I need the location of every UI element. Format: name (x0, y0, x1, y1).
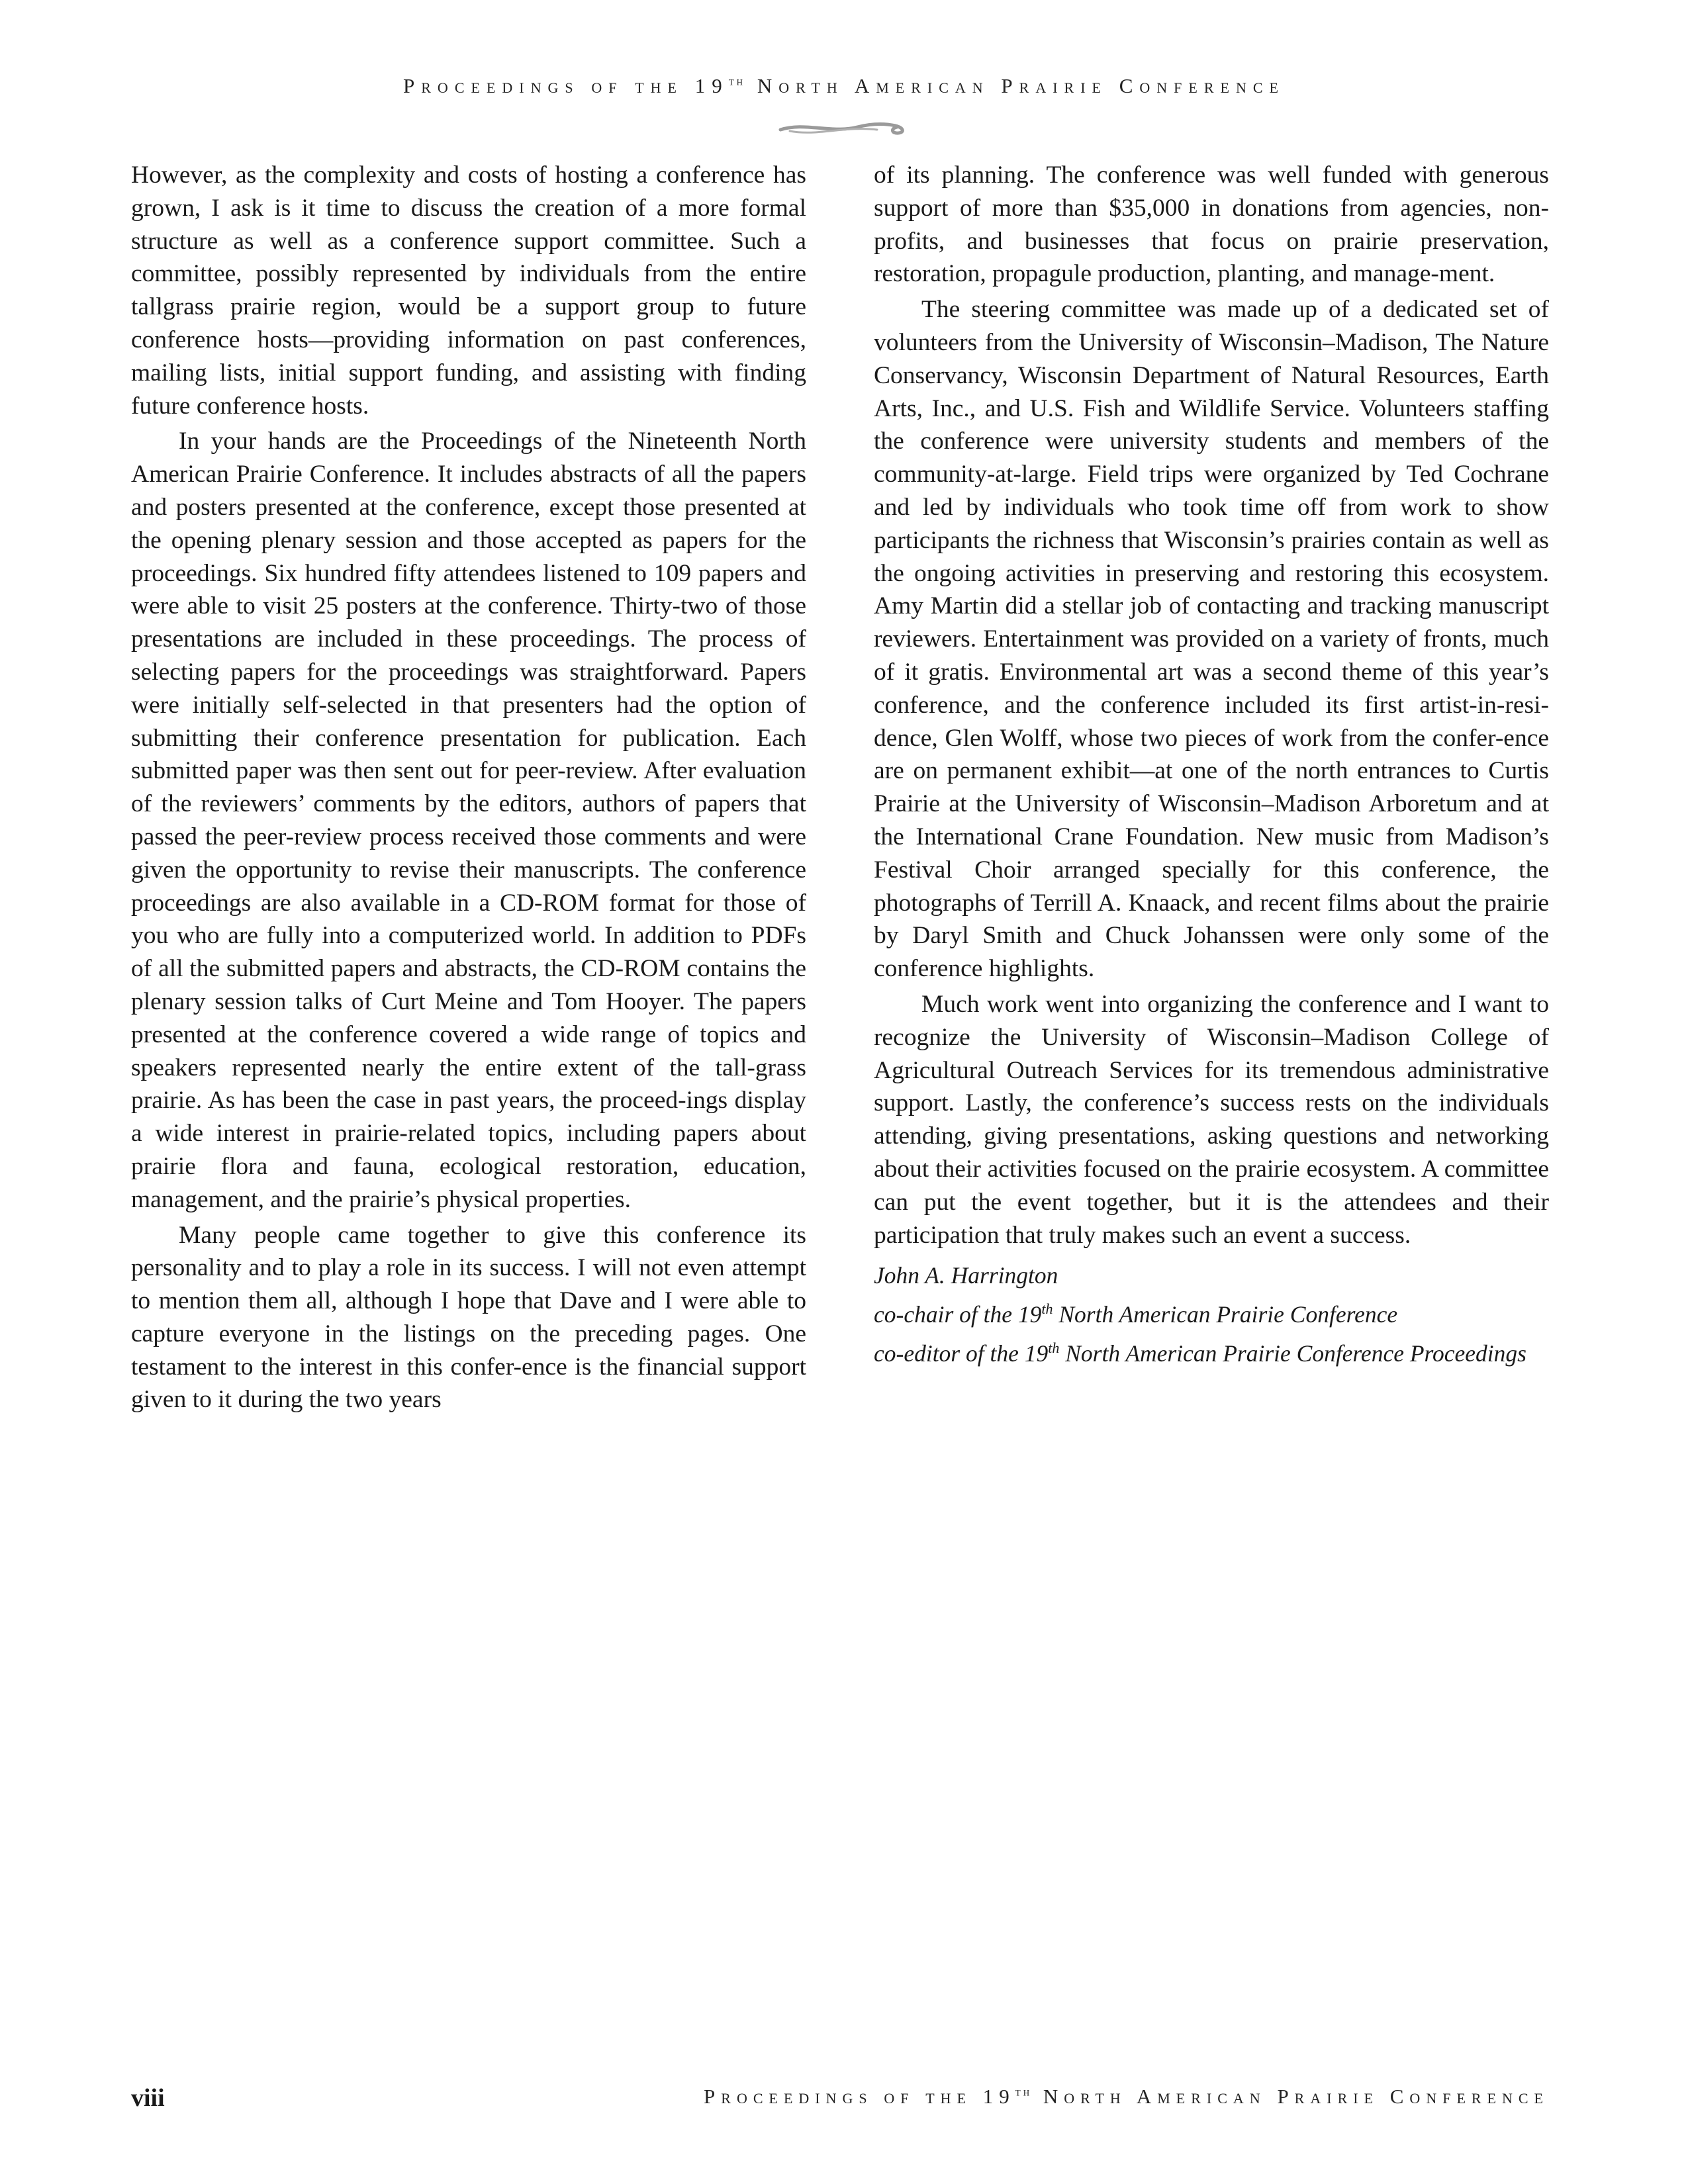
paragraph: of its planning. The conference was well funded with generous support of more than $35,000 in donations from agencies, non-profits, and businesses that focus on prairie preservation, restoration, propagule production, planting, and manage-ment. (874, 161, 1549, 288)
paragraph: In your hands are the Proceedings of the Nineteenth North American Prairie Conference. It includes abstracts of all the papers and posters presented at the conference, except those presented at the opening plenary session and those accepted as papers for the proceedings. Six hundred fifty attendees listened to 109 papers and were able to visit 25 posters at the conference. Thirty-two of those presentations are included in these proceedings. The process of selecting papers for the proceedings was straightforward. Papers were initially self-selected in that presenters had the option of submitting their conference presentation for publication. Each submitted paper was then sent out for peer-review. After evaluation of the reviewers’ comments by the editors, authors of papers that passed the peer-review process received those comments and were given the opportunity to revise their manuscripts. The conference proceedings are also available in a CD-ROM format for those of you who are fully into a computerized world. In addition to PDFs of all the submitted papers and abstracts, the CD-ROM contains the plenary session talks of Curt Meine and Tom Hooyer. The papers presented at the conference covered a wide range of topics and speakers represented nearly the entire extent of the tall-grass prairie. As has been the case in past years, the proceed-ings display a wide interest in prairie-related topics, including papers about prairie flora and fauna, ecological restoration, education, management, and the prairie’s physical properties. (131, 428, 806, 1213)
running-head-post: North American Prairie Conference (745, 74, 1285, 97)
signature-text: co-editor of the 19 (874, 1340, 1049, 1367)
paragraph: Much work went into organizing the conference and I want to recognize the University of Wisconsin–Madison College of Agricultural Outreach Services for its tremendous administrative support. Lastly, the conference’s success rests on the individuals attending, giving presentations, asking questions and networking about their activities focused on the prairie ecosystem. A committee can put the event together, but it is the attendees and their participation that truly makes such an event a success. (874, 990, 1549, 1249)
running-foot (704, 2085, 1549, 2109)
paragraph: The steering committee was made up of a dedicated set of volunteers from the University of Wisconsin–Madison, The Nature Conservancy, Wisconsin Department of Natural Resources, Earth Arts, Inc., and U.S. Fish and Wildlife Service. Volunteers staffing the conference were university students and members of the community-at-large. Field trips were organized by Ted Cochrane and led by individuals who took time off from work to show participants the richness that Wisconsin’s prairies contain as well as the ongoing activities in preserving and restoring this ecosystem. Amy Martin did a stellar job of contacting and tracking manuscript reviewers. Entertainment was provided on a variety of fronts, much of it gratis. Environmental art was a second theme of this year’s conference, and the conference included its first artist-in-resi-dence, Glen Wolff, whose two pieces of work from the confer-ence are on permanent exhibit—at one of the north entrances to Curtis Prairie at the University of Wisconsin–Madison Arboretum and at the International Crane Foundation. New music from Madison’s Festival Choir arranged specially for this conference, the photographs of Terrill A. Knaack, and recent films about the prairie by Daryl Smith and Chuck Johanssen were only some of the conference highlights. (874, 296, 1549, 983)
paragraph: Many people came together to give this conference its personality and to play a role in its success. I will not even attempt to mention them all, although I hope that Dave and I were able to capture everyone in the listings on the preceding pages. One testament to the interest in this confer-ence is the financial support given to it during the two years (131, 1221, 806, 1414)
right-column (874, 159, 1549, 1370)
signature-text: North American Prairie Conference (1053, 1300, 1398, 1328)
running-head (0, 74, 1688, 98)
signature-line-coeditor (874, 1332, 1549, 1371)
flourish-icon (778, 116, 910, 139)
left-column (131, 159, 806, 1419)
signature-name: John A. Harrington (874, 1262, 1058, 1289)
running-foot-sup: th (1015, 2085, 1033, 2099)
signature-block (874, 1259, 1549, 1370)
signature-text: co-chair of the 19 (874, 1300, 1042, 1328)
signature-line-cochair (874, 1293, 1549, 1332)
signature-text: North American Prairie Conference Proceedings (1059, 1340, 1526, 1367)
signature-sup: th (1041, 1300, 1053, 1318)
page-number: viii (131, 2084, 165, 2112)
running-foot-post: North American Prairie Conference (1032, 2085, 1549, 2108)
paragraph: However, as the complexity and costs of hosting a conference has grown, I ask is it time to discuss the creation of a more formal structure as well as a conference support committee. Such a committee, possibly represented by individuals from the entire tallgrass prairie region, would be a support group to future conference hosts—providing information on past conferences, mailing lists, initial support funding, and assisting with finding future conference hosts. (131, 161, 806, 420)
running-foot-pre: Proceedings of the 19 (704, 2085, 1015, 2108)
running-head-sup: th (728, 74, 746, 88)
signature-sup: th (1048, 1339, 1060, 1356)
running-head-pre: Proceedings of the 19 (403, 74, 729, 97)
